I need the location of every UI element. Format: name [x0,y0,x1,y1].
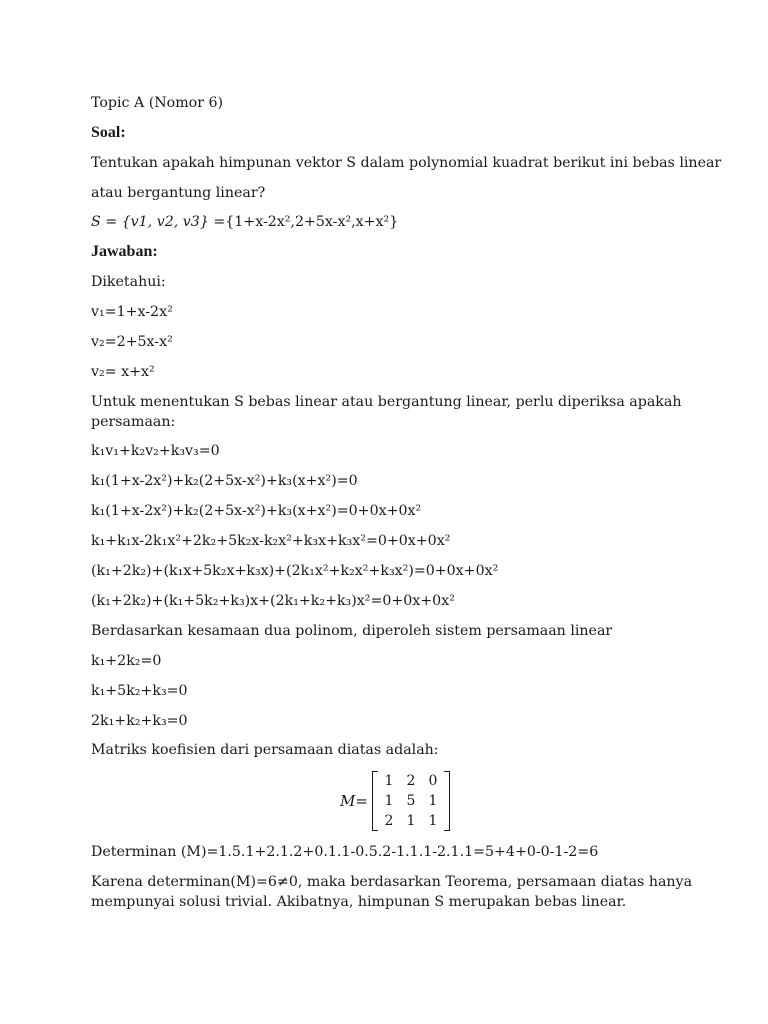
system-equation-3: 2k₁+k₂+k₃=0 [91,713,188,729]
equation-5: (k₁+2k₂)+(k₁x+5k₂x+k₃x)+(2k₁x²+k₂x²+k₃x²)=0+0x+0x² [91,563,499,579]
matrix-grid [372,771,450,831]
coefficient-matrix [340,770,450,832]
set-definition-right: ={1+x-2x²,2+5x-x²,x+x²} [213,214,399,230]
jawaban-heading: Jawaban: [91,243,158,260]
equation-1: k₁v₁+k₂v₂+k₃v₃=0 [91,443,220,459]
untuk-line-1: Untuk menentukan S bebas linear atau bergantung linear, perlu diperiksa apakah [91,394,682,410]
matrix-cell: 5 [406,793,416,809]
vector-v1: v₁=1+x-2x² [91,304,173,320]
matrix-cell: 1 [384,773,394,789]
system-equation-1: k₁+2k₂=0 [91,653,162,669]
matrix-cell: 1 [406,813,416,829]
diketahui-label: Diketahui: [91,274,166,290]
matrix-cell: 1 [384,793,394,809]
matriks-intro: Matriks koefisien dari persamaan diatas adalah: [91,742,439,758]
topic-title: Topic A (Nomor 6) [91,95,224,111]
matrix-cell: 0 [428,773,438,789]
system-equation-2: k₁+5k₂+k₃=0 [91,683,188,699]
untuk-line-2: persamaan: [91,414,176,430]
conclusion-line-2: mempunyai solusi trivial. Akibatnya, himpunan S merupakan bebas linear. [91,894,627,910]
soal-heading: Soal: [91,124,126,141]
vector-v3: v₂= x+x² [91,364,155,380]
question-line-1: Tentukan apakah himpunan vektor S dalam polynomial kuadrat berikut ini bebas linear [91,155,722,171]
berdasarkan-text: Berdasarkan kesamaan dua polinom, diperoleh sistem persamaan linear [91,623,613,639]
determinant-line: Determinan (M)=1.5.1+2.1.2+0.1.1-0.5.2-1.1.1-2.1.1=5+4+0-0-1-2=6 [91,844,599,860]
conclusion-line-1: Karena determinan(M)=6≠0, maka berdasarkan Teorema, persamaan diatas hanya [91,874,693,890]
question-line-2: atau bergantung linear? [91,185,266,201]
set-definition [91,212,398,232]
matrix-cell: 2 [406,773,416,789]
vector-v2: v₂=2+5x-x² [91,334,173,350]
equation-4: k₁+k₁x-2k₁x²+2k₂+5k₂x-k₂x²+k₃x+k₃x²=0+0x+0x² [91,533,451,549]
equation-6: (k₁+2k₂)+(k₁+5k₂+k₃)x+(2k₁+k₂+k₃)x²=0+0x+0x² [91,593,455,609]
set-definition-left: S = {v1, v2, v3} [91,214,209,230]
matrix-cell: 2 [384,813,394,829]
equation-2: k₁(1+x-2x²)+k₂(2+5x-x²)+k₃(x+x²)=0 [91,473,358,489]
equation-3: k₁(1+x-2x²)+k₂(2+5x-x²)+k₃(x+x²)=0+0x+0x² [91,503,422,519]
matrix-cell: 1 [428,793,438,809]
matrix-cell: 1 [428,813,438,829]
matrix-label: M= [340,792,368,810]
